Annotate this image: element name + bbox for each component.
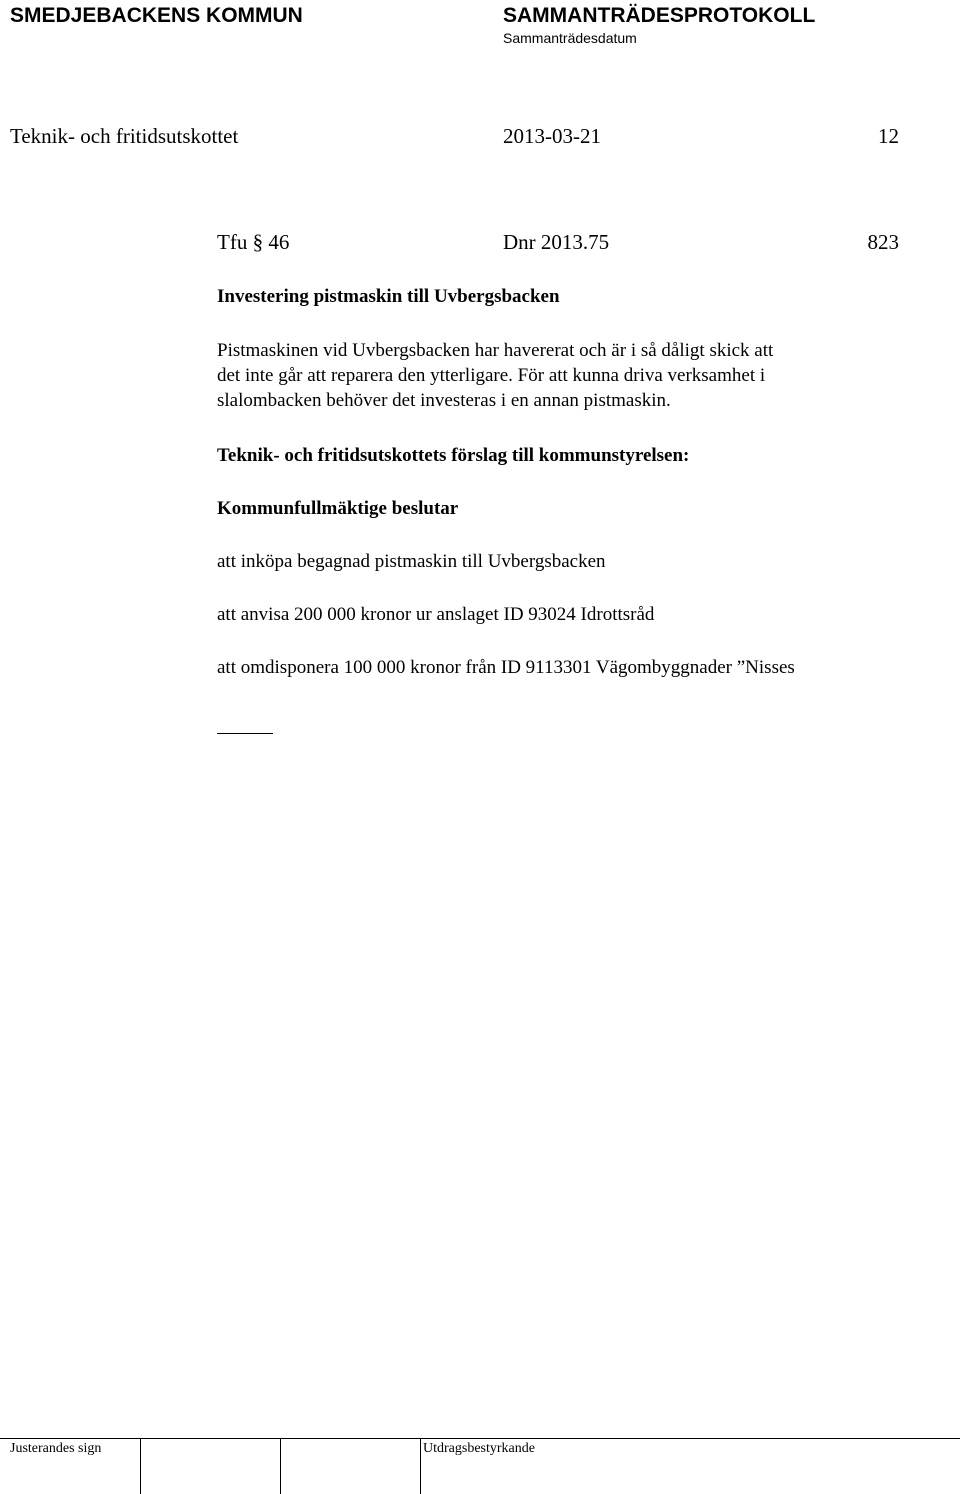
decision-item: att anvisa 200 000 kronor ur anslaget ID 93024 Idrottsråd	[217, 604, 655, 625]
diary-number: Dnr 2013.75	[503, 230, 610, 254]
signature-box-divider	[280, 1438, 281, 1494]
decision-item: att omdisponera 100 000 kronor från ID 9113301 Vägombyggnader ”Nisses	[217, 657, 795, 678]
description-line: det inte går att reparera den ytterligare. För att kunna driva verksamhet i	[217, 365, 766, 386]
committee-name: Teknik- och fritidsutskottet	[10, 124, 239, 148]
page-number: 12	[878, 124, 899, 148]
utdragsbestyrkande-label: Utdragsbestyrkande	[423, 1441, 535, 1456]
meeting-date: 2013-03-21	[503, 124, 601, 148]
paragraph-number: Tfu § 46	[217, 230, 290, 254]
case-description	[217, 338, 907, 413]
justerandes-sign-label: Justerandes sign	[10, 1441, 102, 1456]
decision-item: att inköpa begagnad pistmaskin till Uvbergsbacken	[217, 551, 606, 572]
case-code: 823	[867, 230, 899, 254]
proposal-heading: Teknik- och fritidsutskottets förslag till kommunstyrelsen:	[217, 445, 690, 466]
date-label: Sammanträdesdatum	[503, 30, 637, 46]
signature-box-divider	[420, 1438, 421, 1494]
signature-box-divider	[140, 1438, 141, 1494]
separator-line	[217, 733, 273, 734]
decides-heading: Kommunfullmäktige beslutar	[217, 498, 459, 519]
description-line: slalombacken behöver det investeras i en annan pistmaskin.	[217, 390, 671, 411]
case-title: Investering pistmaskin till Uvbergsbacken	[217, 286, 560, 307]
footer-divider	[0, 1438, 960, 1439]
document-type: SAMMANTRÄDESPROTOKOLL	[503, 4, 816, 27]
organization-name: SMEDJEBACKENS KOMMUN	[10, 4, 303, 27]
description-line: Pistmaskinen vid Uvbergsbacken har havererat och är i så dåligt skick att	[217, 340, 774, 361]
